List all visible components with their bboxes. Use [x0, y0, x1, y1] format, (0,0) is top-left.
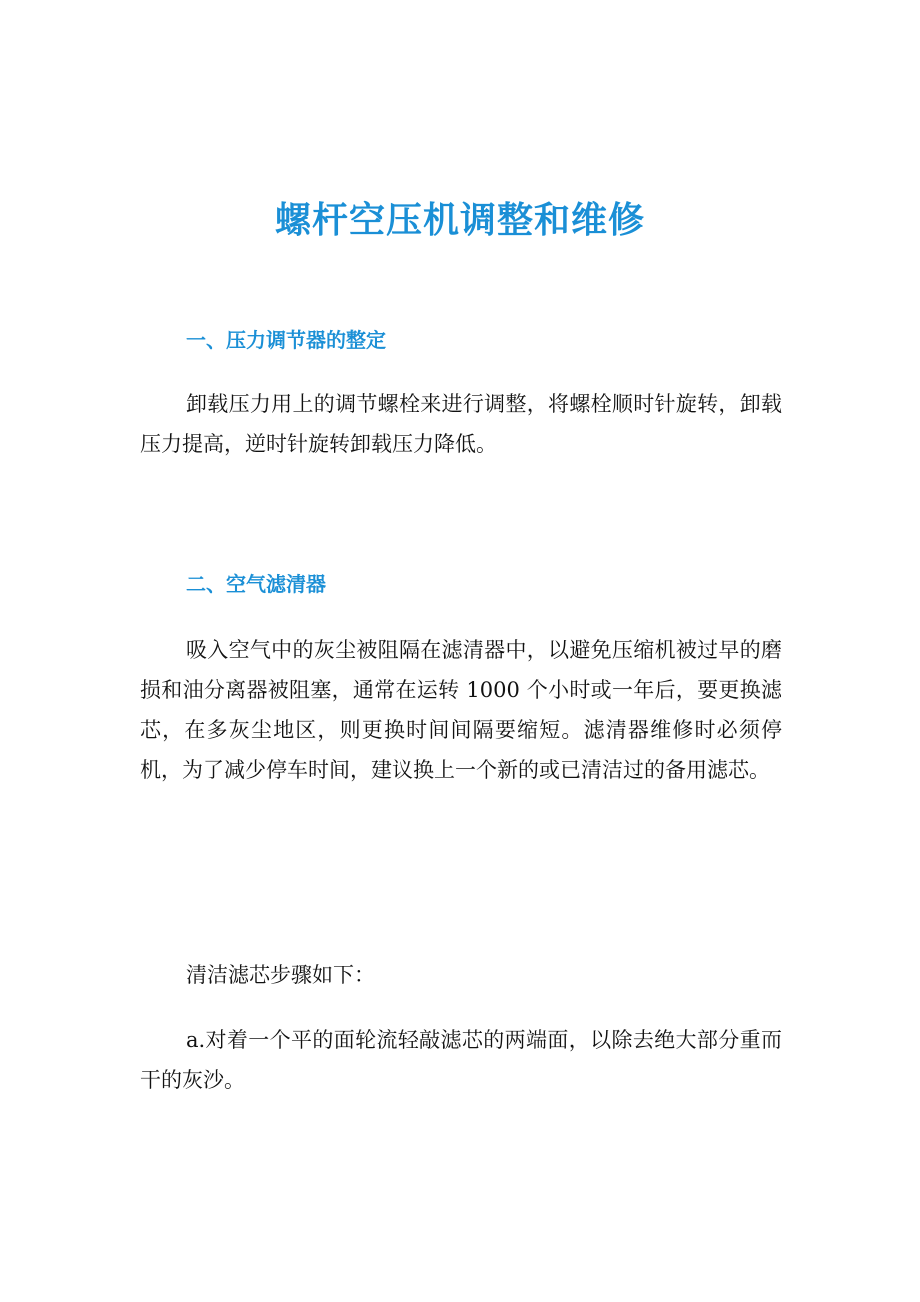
section-paragraph-pressure-regulator: 卸载压力用上的调节螺栓来进行调整，将螺栓顺时针旋转，卸载压力提高，逆时针旋转卸载压力降低。 [140, 392, 782, 456]
document-title: 螺杆空压机调整和维修 [274, 200, 645, 241]
steps-intro: 清洁滤芯步骤如下： [186, 963, 375, 987]
section-heading-air-filter: 二、空气滤清器 [186, 572, 326, 596]
step-a: a.对着一个平的面轮流轻敲滤芯的两端面，以除去绝大部分重而干的灰沙。 [140, 1028, 782, 1092]
section-paragraph-air-filter: 吸入空气中的灰尘被阻隔在滤清器中，以避免压缩机被过早的磨损和油分离器被阻塞，通常在运转 1000 个小时或一年后，要更换滤芯，在多灰尘地区，则更换时间间隔要缩短。滤清器维修时必须停机，为了减少停车时间，建议换上一个新的或已清洁过的备用滤芯。 [140, 638, 782, 782]
section-heading-pressure-regulator: 一、压力调节器的整定 [186, 328, 386, 352]
